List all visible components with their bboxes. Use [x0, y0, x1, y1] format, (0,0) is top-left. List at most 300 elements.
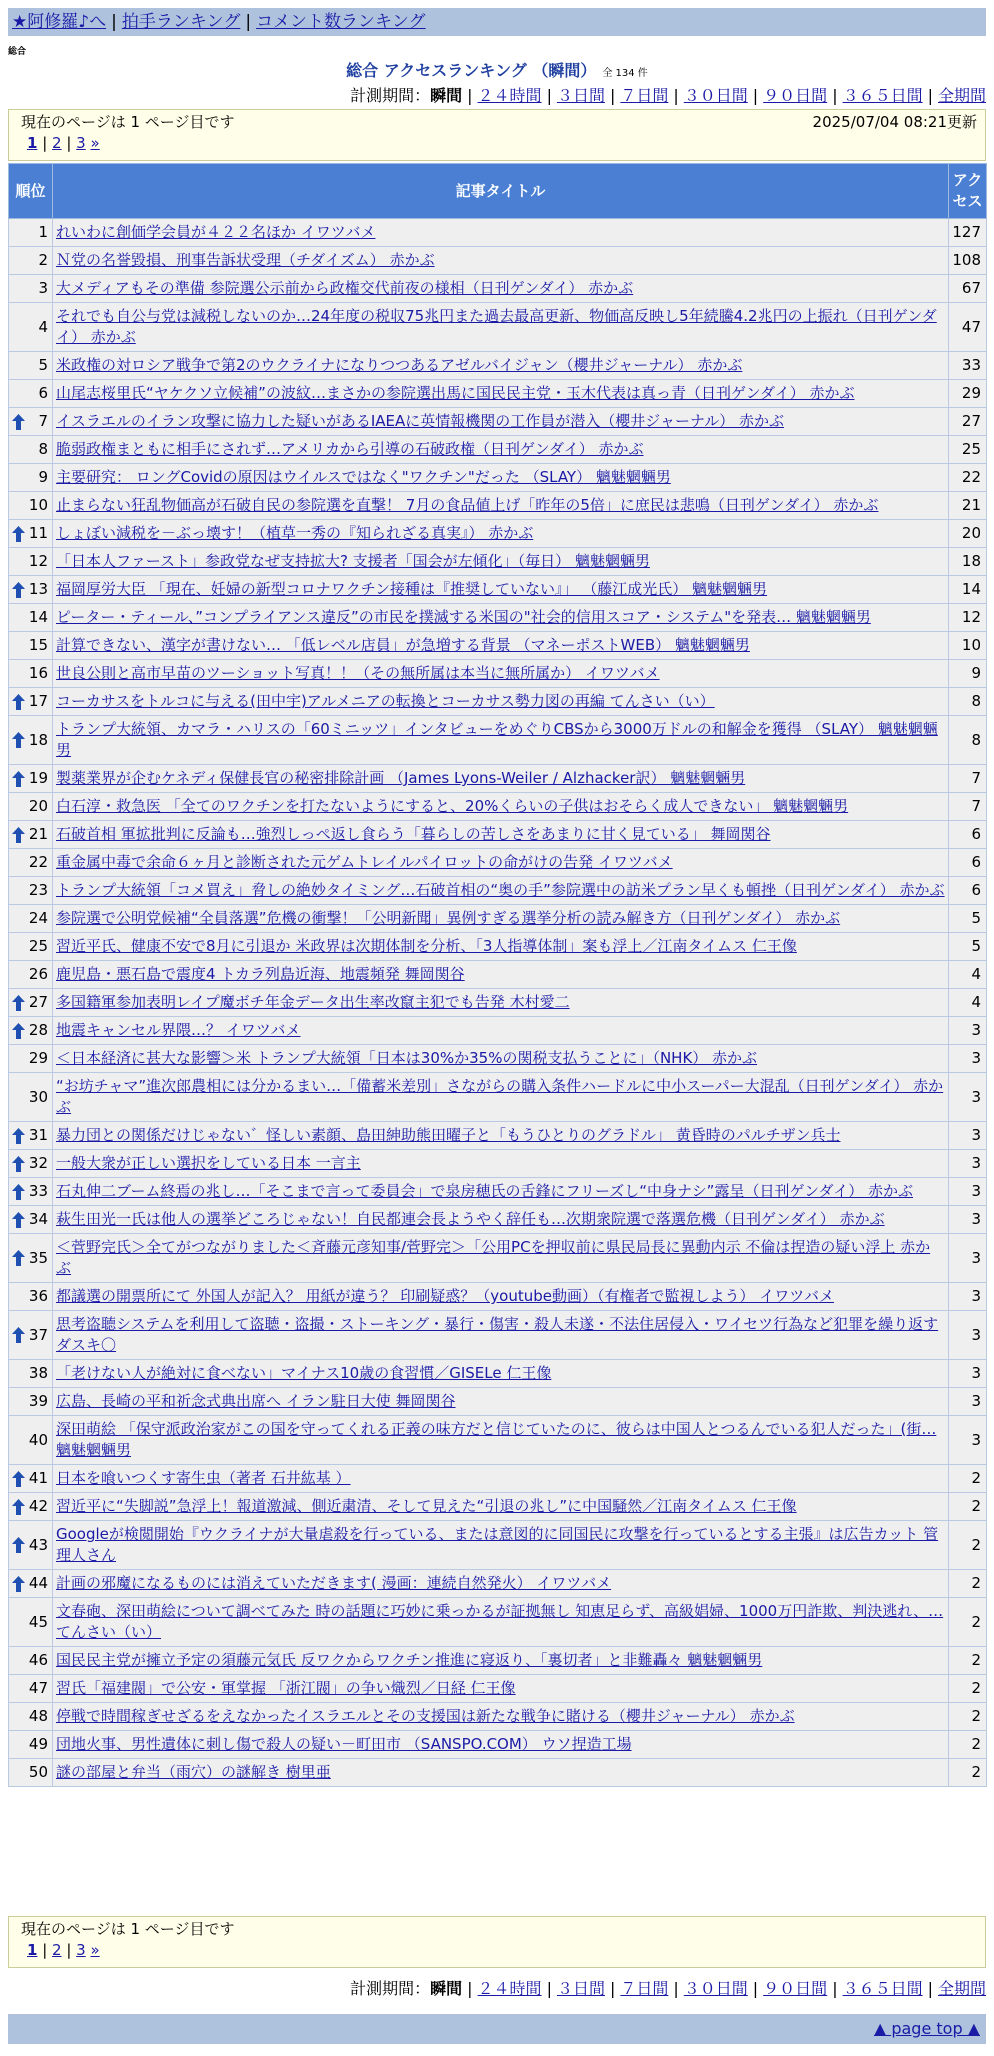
article-title-link[interactable]: 習氏「福建閥」で公安・軍掌握 「浙江閥」の争い熾烈／日経 仁王像: [56, 1679, 516, 1697]
table-row: [9, 1759, 987, 1787]
current-page-text: 現在のページは 1 ページ目です: [21, 113, 235, 131]
article-title-link[interactable]: 深田萌絵 「保守派政治家がこの国を守ってくれる正義の味方だと信じていたのに、彼らは中国人とつるんでいる犯人だった」(街… 魑魅魍魎男: [56, 1420, 937, 1459]
rank-number: 16: [28, 664, 48, 682]
period-separator: |: [927, 86, 933, 105]
table-row: [9, 1234, 987, 1283]
table-row: [9, 1388, 987, 1416]
title-cell: [53, 905, 949, 933]
title-cell: [53, 877, 949, 905]
access-count: 2: [949, 1521, 987, 1570]
access-count: 108: [949, 247, 987, 275]
rank-number: 2: [38, 251, 48, 269]
period-option-link[interactable]: ２４時間: [477, 86, 542, 105]
article-title-link[interactable]: 文春砲、深田萌絵について調べてみた 時の話題に巧妙に乗っかるが証拠無し 知恵足らず、高級娼婦、1000万円詐欺、判決逃れ、… てんさい（い）: [56, 1602, 944, 1641]
rank-number: 25: [28, 937, 48, 955]
article-title-link[interactable]: れいわに創価学会員が４２２名ほか イワツバメ: [56, 223, 376, 241]
rank-number: 38: [28, 1364, 48, 1382]
article-title-link[interactable]: 白石淳・救急医 「全てのワクチンを打たないようにすると、20%くらいの子供はおそらく成人できない」 魑魅魍魎男: [56, 797, 849, 815]
title-cell: [53, 1388, 949, 1416]
rank-number: 20: [28, 797, 48, 815]
rank-number: 28: [28, 1021, 48, 1039]
table-row: [9, 520, 987, 548]
period-separator: |: [832, 1979, 838, 1998]
rank-number: 29: [28, 1049, 48, 1067]
page-links: [21, 1940, 973, 1961]
access-count: 27: [949, 408, 987, 436]
period-option-link[interactable]: ３０日間: [683, 86, 748, 105]
article-title-link[interactable]: 停戦で時間稼ぎせざるをえなかったイスラエルとその支援国は新たな戦争に賭ける（櫻井ジャーナル） 赤かぶ: [56, 1707, 795, 1725]
access-count: 3: [949, 1311, 987, 1360]
access-count: 22: [949, 464, 987, 492]
rank-number: 9: [38, 468, 48, 486]
category-tag: 総合: [8, 47, 27, 57]
access-count: 4: [949, 989, 987, 1017]
article-title-link[interactable]: 国民民主党が擁立予定の須藤元気氏 反ワクからワクチン推進に寝返り、「裏切者」と非難轟々 魑魅魍魎男: [56, 1651, 763, 1669]
period-label: 計測期間：: [350, 1979, 431, 1998]
article-title-link[interactable]: 主要研究： ロングCovidの原因はウイルスではなく"ワクチン"だった （SLAY） 魑魅魍魎男: [56, 468, 671, 486]
rank-cell: [9, 1570, 53, 1598]
title-cell: [53, 352, 949, 380]
title-cell: [53, 660, 949, 688]
title-cell: [53, 303, 949, 352]
rank-cell: [9, 1045, 53, 1073]
rank-cell: [9, 961, 53, 989]
article-title-link[interactable]: 「日本人ファースト」参政党なぜ支持拡大? 支援者「国会が左傾化」（毎日） 魑魅魍魎男: [56, 552, 650, 570]
title-cell: [53, 548, 949, 576]
title-cell: [53, 408, 949, 436]
rank-number: 44: [28, 1574, 48, 1592]
access-count: 33: [949, 352, 987, 380]
title-cell: [53, 1122, 949, 1150]
page-separator: |: [61, 1941, 77, 1959]
rank-cell: [9, 1416, 53, 1465]
access-count: 6: [949, 849, 987, 877]
rank-number: 1: [38, 223, 48, 241]
rank-up-arrow-icon: [12, 526, 25, 542]
article-title-link[interactable]: トランプ大統領、カマラ・ハリスの「60ミニッツ」インタビューをめぐりCBSから3000万ドルの和解金を獲得 （SLAY） 魑魅魍魎男: [56, 720, 938, 759]
rank-up-arrow-icon: [12, 995, 25, 1011]
rank-cell: [9, 247, 53, 275]
rank-cell: [9, 1150, 53, 1178]
period-option-link[interactable]: ３日間: [556, 1979, 605, 1998]
article-title-link[interactable]: ピーター・ティール、”コンプライアンス違反”の市民を撲滅する米国の"社会的信用スコア・システム"を発表… 魑魅魍魎男: [56, 608, 871, 626]
table-row: [9, 1283, 987, 1311]
comment-ranking-link[interactable]: コメント数ランキング: [256, 12, 426, 32]
period-option-link[interactable]: ９０日間: [763, 86, 828, 105]
period-separator: |: [673, 1979, 679, 1998]
table-row: [9, 1521, 987, 1570]
rank-number: 42: [28, 1497, 48, 1515]
rank-up-arrow-icon: [12, 1327, 25, 1343]
rank-number: 27: [28, 993, 48, 1011]
title-cell: [53, 1521, 949, 1570]
access-count: 2: [949, 1759, 987, 1787]
period-option-link[interactable]: 全期間: [937, 1979, 986, 1998]
article-title-link[interactable]: 習近平に“失脚説”急浮上！報道激減、側近粛清、そして見えた“引退の兆し”に中国騒然／江南タイムス 仁王像: [56, 1497, 797, 1515]
title-cell: [53, 1647, 949, 1675]
article-title-link[interactable]: Ｎ党の名誉毀損、刑事告訴状受理（チダイズム） 赤かぶ: [56, 251, 435, 269]
period-option-link[interactable]: ３日間: [556, 86, 605, 105]
rank-number: 50: [28, 1763, 48, 1781]
access-count: 10: [949, 632, 987, 660]
access-count: 2: [949, 1570, 987, 1598]
rank-cell: [9, 765, 53, 793]
period-label: 計測期間：: [350, 86, 431, 105]
table-row: [9, 793, 987, 821]
title-cell: [53, 1703, 949, 1731]
table-row: [9, 576, 987, 604]
page-title-row: [8, 60, 986, 85]
nav-separator: |: [245, 12, 252, 32]
article-title-link[interactable]: トランプ大統領「コメ買え」脅しの絶妙タイミング…石破首相の“奥の手”参院選中の訪米プラン早くも頓挫（日刊ゲンダイ） 赤かぶ: [56, 881, 945, 899]
period-option-link[interactable]: ７日間: [620, 86, 669, 105]
rank-number: 30: [28, 1087, 48, 1106]
table-row: [9, 303, 987, 352]
rank-number: 10: [28, 496, 48, 514]
table-row: [9, 1150, 987, 1178]
rank-cell: [9, 352, 53, 380]
access-count: 2: [949, 1703, 987, 1731]
title-cell: [53, 1283, 949, 1311]
rank-number: 24: [28, 909, 48, 927]
rank-up-arrow-icon: [12, 1471, 25, 1487]
rank-cell: [9, 1311, 53, 1360]
title-header: 記事タイトル: [53, 164, 949, 219]
article-title-link[interactable]: 鹿児島・悪石島で震度4 トカラ列島近海、地震頻発 舞岡関谷: [56, 965, 465, 983]
applause-ranking-link[interactable]: 拍手ランキング: [121, 12, 241, 32]
period-option-link[interactable]: ３０日間: [683, 1979, 748, 1998]
period-separator: |: [609, 1979, 616, 1998]
rank-cell: [9, 821, 53, 849]
rank-up-arrow-icon: [12, 582, 25, 598]
rank-cell: [9, 492, 53, 520]
rank-cell: [9, 604, 53, 632]
article-title-link[interactable]: 暴力団との関係だけじゃない゛怪しい素顔、島田紳助熊田曜子と「もうひとりのグラドル」 黄昏時のパルチザン兵士: [56, 1126, 841, 1144]
rank-cell: [9, 219, 53, 247]
access-count: 2: [949, 1731, 987, 1759]
page-link-current[interactable]: 1: [27, 1941, 38, 1959]
rank-cell: [9, 1206, 53, 1234]
table-row: [9, 660, 987, 688]
article-title-link[interactable]: 萩生田光一氏は他人の選挙どころじゃない！自民都連会長ようやく辞任も…次期衆院選で落選危機（日刊ゲンダイ） 赤かぶ: [56, 1210, 885, 1228]
table-row: [9, 436, 987, 464]
bottom-bar: [8, 2014, 986, 2044]
page-next-link[interactable]: »: [90, 1941, 100, 1959]
article-title-link[interactable]: Googleが検閲開始『ウクライナが大量虐殺を行っている、または意図的に同国民に攻撃を行っているとする主張』は広告カット 管理人さん: [56, 1525, 939, 1564]
period-separator: |: [673, 86, 679, 105]
updated-timestamp: 2025/07/04 08:21更新: [812, 113, 977, 131]
table-row: [9, 548, 987, 576]
rank-cell: [9, 1598, 53, 1647]
article-title-link[interactable]: 脆弱政権まともに相手にされず…アメリカから引導の石破政権（日刊ゲンダイ） 赤かぶ: [56, 440, 644, 458]
ranking-table: [8, 163, 987, 1787]
title-cell: [53, 1493, 949, 1521]
rank-cell: [9, 905, 53, 933]
access-count: 7: [949, 793, 987, 821]
title-cell: [53, 464, 949, 492]
title-cell: [53, 1206, 949, 1234]
rank-number: 8: [38, 440, 48, 458]
top-nav-bar: [8, 8, 986, 36]
article-title-link[interactable]: 計算できない、漢字が書けない… 「低レベル店員」が急増する背景 （マネーポストWEB） 魑魅魍魎男: [56, 636, 750, 654]
table-row: [9, 1017, 987, 1045]
title-cell: [53, 1416, 949, 1465]
period-option-link[interactable]: 全期間: [937, 86, 986, 105]
page-separator: |: [61, 134, 77, 152]
table-row: [9, 905, 987, 933]
access-count: 8: [949, 716, 987, 765]
title-cell: [53, 1598, 949, 1647]
access-count: 2: [949, 1493, 987, 1521]
article-title-link[interactable]: 大メディアもその準備 参院選公示前から政権交代前夜の様相（日刊ゲンダイ） 赤かぶ: [56, 279, 634, 297]
rank-up-arrow-icon: [12, 827, 25, 843]
rank-cell: [9, 408, 53, 436]
table-row: [9, 1493, 987, 1521]
rank-number: 5: [38, 356, 48, 374]
article-title-link[interactable]: 「老けない人が絶対に食べない」マイナス10歳の食習慣／GISELe 仁王像: [56, 1364, 552, 1382]
rank-number: 26: [28, 965, 48, 983]
rank-cell: [9, 303, 53, 352]
article-title-link[interactable]: 世良公則と高市早苗のツーショット写真！！（その無所属は本当に無所属か） イワツバメ: [56, 664, 660, 682]
table-row: [9, 1647, 987, 1675]
rank-cell: [9, 1465, 53, 1493]
table-row: [9, 1178, 987, 1206]
access-count: 3: [949, 1234, 987, 1283]
access-count: 29: [949, 380, 987, 408]
rank-number: 22: [28, 853, 48, 871]
title-cell: [53, 1017, 949, 1045]
access-count: 5: [949, 933, 987, 961]
page-link[interactable]: 2: [52, 134, 62, 152]
article-title-link[interactable]: 一般大衆が正しい選択をしている日本 一言主: [56, 1154, 361, 1172]
rank-number: 6: [38, 384, 48, 402]
title-cell: [53, 765, 949, 793]
table-row: [9, 408, 987, 436]
rank-number: 17: [28, 692, 48, 710]
table-row: [9, 1122, 987, 1150]
rank-cell: [9, 548, 53, 576]
title-cell: [53, 275, 949, 303]
rank-number: 40: [28, 1430, 48, 1449]
access-count: 3: [949, 1178, 987, 1206]
rank-cell: [9, 688, 53, 716]
rank-up-arrow-icon: [12, 694, 25, 710]
access-count: 21: [949, 492, 987, 520]
table-row: [9, 1675, 987, 1703]
access-count: 14: [949, 576, 987, 604]
rank-cell: [9, 520, 53, 548]
page-top-link[interactable]: ▲ page top ▲: [873, 2019, 980, 2038]
rank-cell: [9, 1073, 53, 1122]
access-count: 3: [949, 1017, 987, 1045]
title-cell: [53, 716, 949, 765]
table-row: [9, 821, 987, 849]
article-title-link[interactable]: 日本を喰いつくす寄生虫（著者 石井紘基 ）: [56, 1469, 351, 1487]
rank-up-arrow-icon: [12, 732, 25, 748]
table-row: [9, 1598, 987, 1647]
access-count: 6: [949, 821, 987, 849]
rank-cell: [9, 275, 53, 303]
article-title-link[interactable]: ＜日本経済に甚大な影響＞米 トランプ大統領「日本は30%か35%の関税支払うことに」（NHK） 赤かぶ: [56, 1049, 758, 1067]
rank-number: 3: [38, 279, 48, 297]
table-row: [9, 961, 987, 989]
access-count: 3: [949, 1416, 987, 1465]
article-title-link[interactable]: イスラエルのイラン攻撃に協力した疑いがあるIAEAに英情報機関の工作員が潜入（櫻井ジャーナル） 赤かぶ: [56, 412, 784, 430]
access-count: 8: [949, 688, 987, 716]
rank-up-arrow-icon: [12, 1184, 25, 1200]
rank-number: 36: [28, 1287, 48, 1305]
article-title-link[interactable]: それでも自公与党は減税しないのか…24年度の税収75兆円また過去最高更新、物価高反映し5年続騰4.2兆円の上振れ（日刊ゲンダイ） 赤かぶ: [56, 307, 937, 346]
article-title-link[interactable]: 地震キャンセル界隈…？ イワツバメ: [56, 1021, 301, 1039]
article-title-link[interactable]: 石丸伸二ブーム終焉の兆し…「そこまで言って委員会」で泉房穂氏の舌鋒にフリーズし“中身ナシ”露呈（日刊ゲンダイ） 赤かぶ: [56, 1182, 914, 1200]
article-title-link[interactable]: 製薬業界が企むケネディ保健長官の秘密排除計画 （James Lyons-Weiler / Alzhacker訳） 魑魅魍魎男: [56, 769, 746, 787]
rank-up-arrow-icon: [12, 1023, 25, 1039]
table-row: [9, 464, 987, 492]
article-title-link[interactable]: 止まらない狂乱物価高が石破自民の参院選を直撃！ 7月の食品値上げ「昨年の5倍」に庶民は悲鳴（日刊ゲンダイ） 赤かぶ: [56, 496, 879, 514]
article-title-link[interactable]: 都議選の開票所にて 外国人が記入？ 用紙が違う？ 印刷疑惑？（youtube動画）（有権者で監視しよう） イワツバメ: [56, 1287, 834, 1305]
access-count: 6: [949, 877, 987, 905]
page-links: [21, 133, 973, 154]
article-title-link[interactable]: 参院選で公明党候補“全員落選”危機の衝撃！「公明新聞」異例すぎる選挙分析の読み解き方（日刊ゲンダイ） 赤かぶ: [56, 909, 841, 927]
article-title-link[interactable]: 山尾志桜里氏“ヤケクソ立候補”の波紋…まさかの参院選出馬に国民民主党・玉木代表は真っ青（日刊ゲンダイ） 赤かぶ: [56, 384, 855, 402]
title-cell: [53, 821, 949, 849]
page-link[interactable]: 3: [76, 134, 86, 152]
rank-number: 35: [28, 1248, 48, 1267]
rank-number: 46: [28, 1651, 48, 1669]
rank-cell: [9, 793, 53, 821]
period-option-link[interactable]: ９０日間: [763, 1979, 828, 1998]
period-separator: |: [467, 1979, 473, 1998]
period-option-link[interactable]: ７日間: [620, 1979, 669, 1998]
rank-cell: [9, 1521, 53, 1570]
period-separator: |: [927, 1979, 933, 1998]
rank-cell: [9, 1017, 53, 1045]
rank-number: 12: [28, 552, 48, 570]
page-link[interactable]: 3: [76, 1941, 86, 1959]
table-row: [9, 1045, 987, 1073]
period-option-link[interactable]: ３６５日間: [842, 86, 923, 105]
access-count: 47: [949, 303, 987, 352]
title-cell: [53, 1045, 949, 1073]
title-cell: [53, 1073, 949, 1122]
rank-cell: [9, 1759, 53, 1787]
article-title-link[interactable]: 計画の邪魔になるものには消えていただきます( 漫画：連続自然発火） イワツバメ: [56, 1574, 612, 1592]
article-title-link[interactable]: “お坊チャマ”進次郎農相には分かるまい…「備蓄米差別」さながらの購入条件ハードルに中小スーパー大混乱（日刊ゲンダイ） 赤かぶ: [56, 1077, 944, 1116]
rank-cell: [9, 1360, 53, 1388]
access-count: 2: [949, 1647, 987, 1675]
title-cell: [53, 989, 949, 1017]
article-title-link[interactable]: 広島、長崎の平和祈念式典出席へ イラン駐日大使 舞岡関谷: [56, 1392, 456, 1410]
rank-number: 45: [28, 1612, 48, 1631]
rank-cell: [9, 1122, 53, 1150]
period-option-link[interactable]: ３６５日間: [842, 1979, 923, 1998]
table-row: [9, 632, 987, 660]
article-title-link[interactable]: 習近平氏、健康不安で8月に引退か 米政界は次期体制を分析、「3人指導体制」案も浮上／江南タイムス 仁王像: [56, 937, 797, 955]
nav-separator: |: [111, 12, 117, 32]
article-title-link[interactable]: コーカサスをトルコに与える(田中宇)アルメニアの転換とコーカサス勢力図の再編 てんさい（い）: [56, 692, 715, 710]
rank-number: 37: [28, 1325, 48, 1344]
rank-number: 4: [38, 317, 48, 336]
article-title-link[interactable]: しょぼい減税を－ぶっ壊す！（植草一秀の『知られざる真実』） 赤かぶ: [56, 524, 534, 542]
rank-cell: [9, 716, 53, 765]
page-link[interactable]: 2: [52, 1941, 62, 1959]
title-cell: [53, 219, 949, 247]
rank-number: 14: [28, 608, 48, 626]
rank-number: 13: [28, 580, 48, 598]
rank-cell: [9, 933, 53, 961]
article-title-link[interactable]: 重金属中毒で余命６ヶ月と診断された元ゲムトレイルパイロットの命がけの告発 イワツバメ: [56, 853, 673, 871]
table-row: [9, 1311, 987, 1360]
title-cell: [53, 520, 949, 548]
rank-number: 49: [28, 1735, 48, 1753]
rank-cell: [9, 1703, 53, 1731]
access-count: 9: [949, 660, 987, 688]
rank-up-arrow-icon: [12, 1128, 25, 1144]
title-cell: [53, 688, 949, 716]
page-title: 総合 アクセスランキング （瞬間）: [346, 61, 597, 80]
rank-cell: [9, 1388, 53, 1416]
table-row: [9, 1073, 987, 1122]
access-count: 3: [949, 1206, 987, 1234]
title-cell: [53, 1150, 949, 1178]
article-title-link[interactable]: 米政権の対ロシア戦争で第2のウクライナになりつつあるアゼルバイジャン（櫻井ジャーナル） 赤かぶ: [56, 356, 743, 374]
rank-number: 7: [38, 412, 48, 430]
rank-up-arrow-icon: [12, 1537, 25, 1553]
rank-header: 順位: [9, 164, 53, 219]
rank-number: 33: [28, 1182, 48, 1200]
table-row: [9, 247, 987, 275]
table-row: [9, 877, 987, 905]
access-count: 3: [949, 1073, 987, 1122]
table-row: [9, 275, 987, 303]
article-title-link[interactable]: 福岡厚労大臣 「現在、妊婦の新型コロナワクチン接種は『推奨していない』」 （藤江成光氏） 魑魅魍魎男: [56, 580, 768, 598]
article-title-link[interactable]: 石破首相 軍拡批判に反論も…強烈しっぺ返し食らう「暮らしの苦しさをあまりに甘く見ている」 舞岡関谷: [56, 825, 771, 843]
title-cell: [53, 1360, 949, 1388]
table-row: [9, 380, 987, 408]
access-count: 25: [949, 436, 987, 464]
article-title-link[interactable]: 団地火事、男性遺体に刺し傷で殺人の疑い－町田市 （SANSPO.COM） ウソ捏造工場: [56, 1735, 632, 1753]
rank-cell: [9, 989, 53, 1017]
table-row: [9, 1416, 987, 1465]
page-next-link[interactable]: »: [90, 134, 100, 152]
access-count: 18: [949, 548, 987, 576]
title-cell: [53, 1311, 949, 1360]
access-count: 127: [949, 219, 987, 247]
rank-cell: [9, 464, 53, 492]
rank-cell: [9, 1234, 53, 1283]
home-link[interactable]: ★阿修羅♪へ: [12, 12, 107, 32]
period-option-link[interactable]: ２４時間: [477, 1979, 542, 1998]
access-count: 3: [949, 1122, 987, 1150]
table-row: [9, 1465, 987, 1493]
article-title-link[interactable]: ＜菅野完氏＞全てがつながりました＜斉藤元彦知事/菅野完＞「公用PCを押収前に県民局長に異動内示 不倫は捏造の疑い浮上 赤かぶ: [56, 1238, 931, 1277]
rank-cell: [9, 380, 53, 408]
period-selector-top: [350, 85, 986, 107]
access-count: 7: [949, 765, 987, 793]
rank-number: 39: [28, 1392, 48, 1410]
page-link-current[interactable]: 1: [27, 134, 38, 152]
rank-up-arrow-icon: [12, 1156, 25, 1172]
access-count: 3: [949, 1360, 987, 1388]
article-title-link[interactable]: 思考盗聴システムを利用して盗聴・盗撮・ストーキング・暴行・傷害・殺人未遂・不法住居侵入・ワイセツ行為など犯罪を繰り返すダスキ〇: [56, 1315, 939, 1354]
table-row: [9, 765, 987, 793]
table-row: [9, 219, 987, 247]
period-separator: |: [609, 86, 616, 105]
article-title-link[interactable]: 謎の部屋と弁当（雨穴）の謎解き 樹里亜: [56, 1763, 331, 1781]
article-title-link[interactable]: 多国籍軍参加表明レイプ魔ボチ年金データ出生率改竄主犯でも告発 木村愛二: [56, 993, 570, 1011]
rank-number: 18: [28, 730, 48, 749]
table-row: [9, 1731, 987, 1759]
